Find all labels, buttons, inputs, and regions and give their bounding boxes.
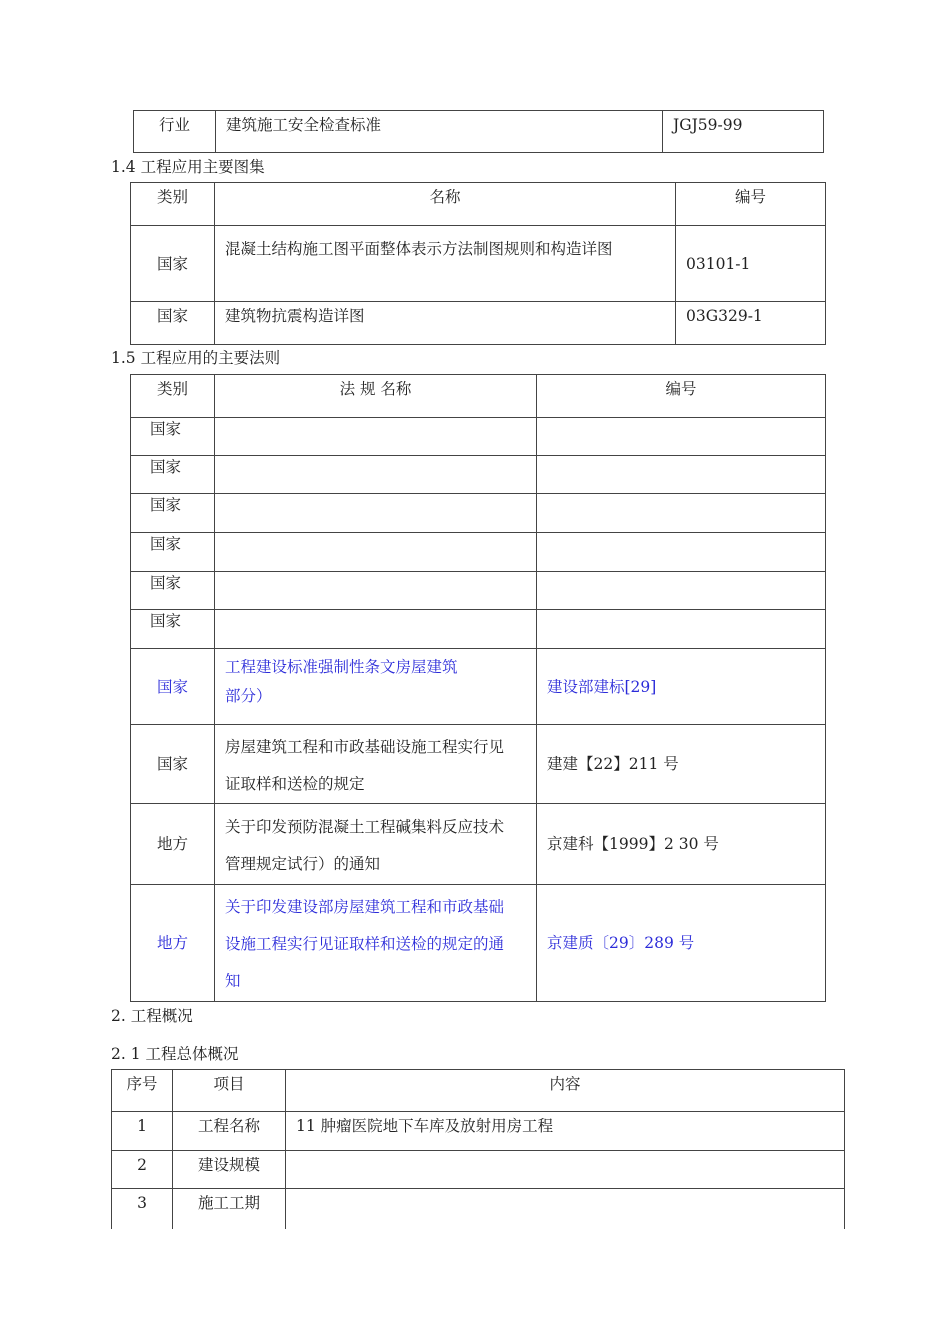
table-cell: [215, 494, 537, 533]
column-header: 序号: [112, 1070, 173, 1112]
table-cell: 2: [112, 1151, 173, 1189]
column-header: 类别: [131, 183, 215, 226]
law-name-line: 关于印发建设部房屋建筑工程和市政基础: [225, 898, 505, 916]
table-cell: 03101-1: [676, 226, 826, 302]
table-cell: 3: [112, 1189, 173, 1229]
column-header: 名称: [215, 183, 676, 226]
table-row: [131, 804, 826, 885]
table-cell: [215, 456, 537, 494]
table-cell: [537, 494, 826, 533]
column-header: 法 规 名称: [215, 375, 537, 418]
table-cell: [215, 572, 537, 610]
table-cell: [215, 804, 537, 885]
section-heading: 1.4 工程应用主要图集: [111, 158, 265, 176]
table-row: [131, 533, 826, 572]
section-heading: 2. 1 工程总体概况: [111, 1045, 239, 1063]
table-cell: 地方: [131, 885, 215, 1002]
law-name-line: 房屋建筑工程和市政基础设施工程实行见: [225, 738, 505, 756]
table-cell: 国家: [131, 610, 215, 649]
table-cell: 11 肿瘤医院地下车库及放射用房工程: [286, 1112, 845, 1151]
table-cell: [537, 533, 826, 572]
table-cell: 行业: [134, 111, 216, 153]
overview-table: [111, 1069, 845, 1229]
law-name-line: 关于印发预防混凝土工程碱集料反应技术: [225, 818, 505, 836]
table-cell: 国家: [131, 302, 215, 345]
table-row: [131, 885, 826, 1002]
table-cell: [537, 610, 826, 649]
table-row: [131, 494, 826, 533]
standards-table: [133, 110, 824, 153]
table-cell: 建筑物抗震构造详图: [215, 302, 676, 345]
table-cell: 1: [112, 1112, 173, 1151]
table-cell: 京建科【1999】2 30 号: [537, 804, 826, 885]
table-row: [134, 111, 824, 153]
table-header-row: [131, 375, 826, 418]
column-header: 项目: [173, 1070, 286, 1112]
table-cell: 地方: [131, 804, 215, 885]
table-cell: 建设规模: [173, 1151, 286, 1189]
law-name-line: 管理规定试行）的通知: [225, 855, 381, 873]
table-header-row: [131, 183, 826, 226]
table-cell: 国家: [131, 649, 215, 725]
table-cell: [215, 725, 537, 804]
section-heading: 2. 工程概况: [111, 1007, 193, 1025]
table-row: [131, 418, 826, 456]
column-header: 类别: [131, 375, 215, 418]
table-cell: 国家: [131, 572, 215, 610]
table-cell: [215, 418, 537, 456]
table-cell: [215, 649, 537, 725]
table-cell: 工程名称: [173, 1112, 286, 1151]
table-cell: [537, 418, 826, 456]
table-cell: 国家: [131, 456, 215, 494]
table-row: [131, 302, 826, 345]
table-cell: 国家: [131, 494, 215, 533]
table-cell: JGJ59-99: [663, 111, 824, 153]
table-cell: 国家: [131, 533, 215, 572]
table-header-row: [112, 1070, 845, 1112]
table-cell: [286, 1151, 845, 1189]
law-name-line: 工程建设标准强制性条文房屋建筑: [225, 658, 458, 676]
table-cell: [286, 1189, 845, 1229]
table-cell: 施工工期: [173, 1189, 286, 1229]
table-cell: 混凝土结构施工图平面整体表示方法制图规则和构造详图: [215, 226, 676, 302]
law-name-line: 证取样和送检的规定: [225, 775, 365, 793]
law-name-line: 设施工程实行见证取样和送检的规定的通: [225, 935, 505, 953]
table-row: [131, 226, 826, 302]
table-cell: 国家: [131, 725, 215, 804]
laws-table: [130, 374, 826, 1002]
table-row: [112, 1189, 845, 1229]
table-cell: 国家: [131, 226, 215, 302]
law-name-line: 知: [225, 972, 241, 990]
table-row: [131, 572, 826, 610]
table-cell: 建设部建标[29]: [537, 649, 826, 725]
law-name-line: 部分）: [225, 687, 272, 705]
table-cell: [215, 885, 537, 1002]
column-header: 内容: [286, 1070, 845, 1112]
atlas-table: [130, 182, 826, 345]
table-cell: 京建质〔29〕289 号: [537, 885, 826, 1002]
section-heading: 1.5 工程应用的主要法则: [111, 349, 281, 367]
table-row: [131, 725, 826, 804]
table-cell: [537, 456, 826, 494]
table-cell: [215, 610, 537, 649]
table-cell: 国家: [131, 418, 215, 456]
column-header: 编号: [537, 375, 826, 418]
table-cell: 建建【22】211 号: [537, 725, 826, 804]
table-cell: [215, 533, 537, 572]
table-row: [131, 456, 826, 494]
table-row: [112, 1151, 845, 1189]
table-cell: 建筑施工安全检查标准: [216, 111, 663, 153]
table-row: [131, 610, 826, 649]
column-header: 编号: [676, 183, 826, 226]
table-cell: [537, 572, 826, 610]
table-row: [112, 1112, 845, 1151]
table-cell: 03G329-1: [676, 302, 826, 345]
table-row: [131, 649, 826, 725]
